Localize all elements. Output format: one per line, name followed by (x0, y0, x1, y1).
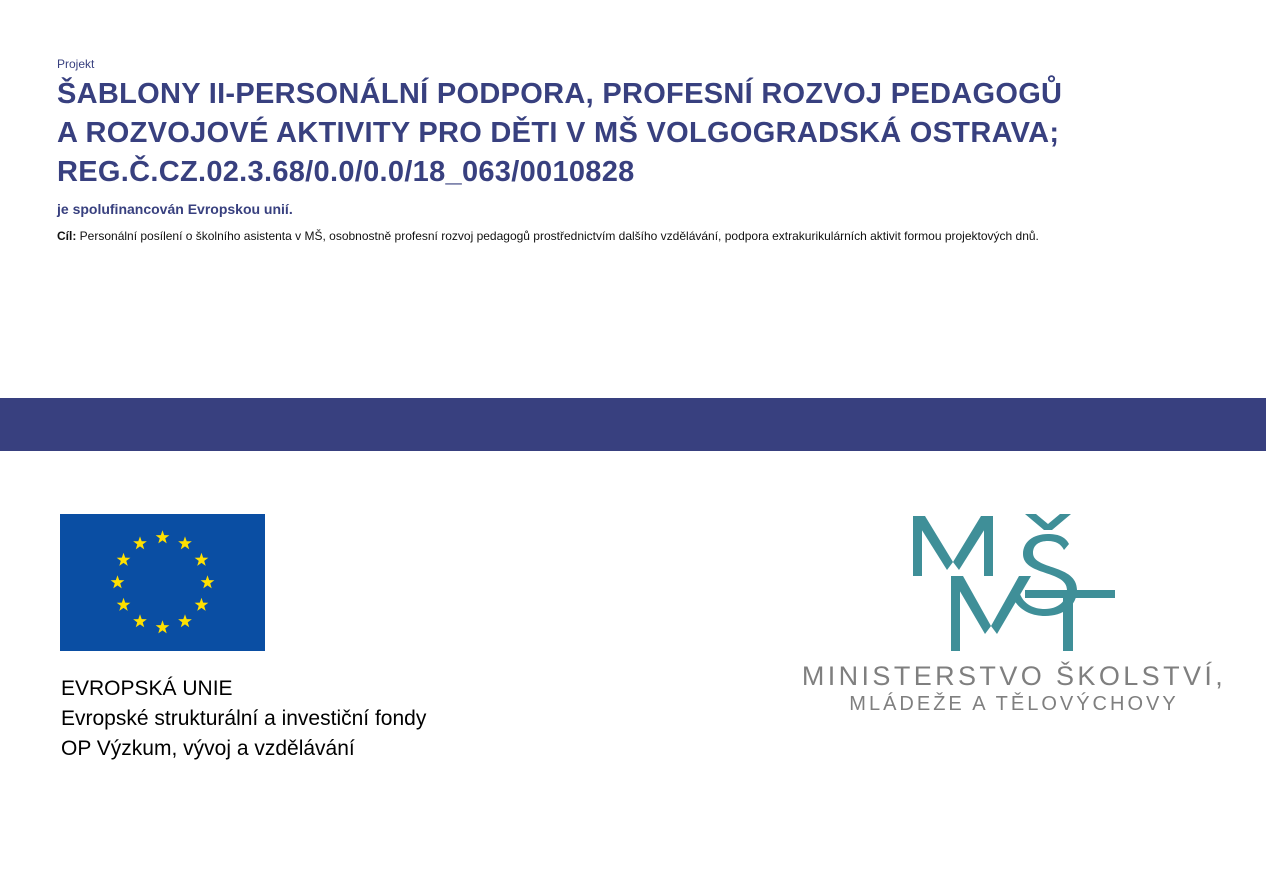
project-header (57, 57, 1237, 243)
eu-flag-icon (60, 514, 265, 651)
project-title (57, 75, 1237, 192)
project-label: Projekt (57, 57, 95, 71)
eu-caption-line: OP Výzkum, vývoj a vzdělávání (61, 737, 355, 760)
decorative-band (0, 398, 1266, 451)
project-title-line: REG.Č.CZ.02.3.68/0.0/0.0/18_063/0010828 (57, 156, 635, 188)
cofinanced-note: je spolufinancován Evropskou unií. (57, 201, 293, 217)
msmt-name (800, 660, 1228, 716)
eu-caption (61, 674, 426, 764)
msmt-logo-icon (905, 514, 1120, 654)
msmt-name-line1: MINISTERSTVO ŠKOLSTVÍ, (801, 661, 1227, 691)
goal-label: Cíl: (57, 229, 77, 243)
project-title-line: A ROZVOJOVÉ AKTIVITY PRO DĚTI V MŠ VOLGOGRADSKÁ OSTRAVA; (57, 117, 1060, 149)
project-goal (57, 229, 1237, 243)
project-title-line: ŠABLONY II-PERSONÁLNÍ PODPORA, PROFESNÍ ROZVOJ PEDAGOGŮ (57, 78, 1063, 110)
goal-text: Personální posílení o školního asistenta v MŠ, osobnostně profesní rozvoj pedagogů prostřednictvím dalšího vzdělávání, podpora extrakurikulárních aktivit formou projektových dnů. (76, 229, 1039, 243)
eu-caption-line: Evropské strukturální a investiční fondy (61, 707, 427, 730)
eu-caption-line: EVROPSKÁ UNIE (61, 677, 233, 700)
msmt-logo-mark (913, 514, 1115, 651)
msmt-name-line2: MLÁDEŽE A TĚLOVÝCHOVY (849, 693, 1179, 715)
